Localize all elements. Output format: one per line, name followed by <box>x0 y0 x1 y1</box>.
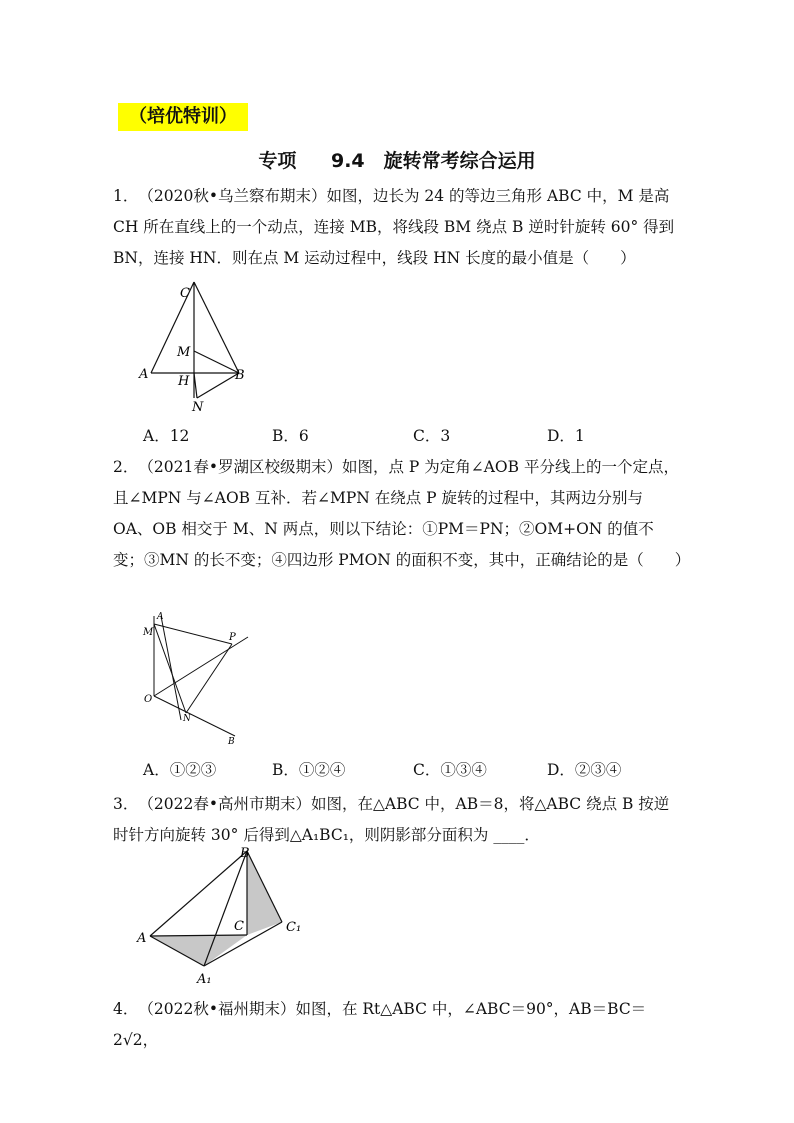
label-B: B <box>235 368 245 383</box>
question-text: （2021春•罗湖区校级期末）如图，点 P 为定角∠AOB 平分线上的一个定点，且∠MPN 与∠AOB 互补．若∠MPN 在绕点 P 旋转的过程中，其两边分别与 OA、OB 相交于 M、N 两点，则以下结论：①PM＝PN；②OM+ON 的值不变；③MN 的长不变；④四边形 PMON 的面积不变，其中，正确结论的是（ ） <box>113 458 691 569</box>
label-B: B <box>228 737 235 747</box>
page-title: 专项 9.4 旋转常考综合运用 <box>258 150 536 172</box>
option-c[interactable]: C．3 <box>413 427 451 445</box>
option-c[interactable]: C．①③④ <box>413 761 487 779</box>
label-C: C <box>234 919 244 934</box>
label-A: A <box>137 931 147 946</box>
question-number: 1． <box>113 187 139 205</box>
question-1 <box>113 181 683 274</box>
label-N: N <box>183 714 191 724</box>
shaded-region-right <box>247 851 282 935</box>
label-H: H <box>178 374 190 389</box>
section-tag: （培优特训） <box>118 103 248 131</box>
question-number: 3． <box>113 795 139 813</box>
figure-1 <box>135 280 265 415</box>
question-text: （2020秋•乌兰察布期末）如图，边长为 24 的等边三角形 ABC 中，M 是高 CH 所在直线上的一个动点，连接 MB，将线段 BM 绕点 B 逆时针旋转 60° 得到 BN，连接 HN．则在点 M 运动过程中，线段 HN 长度的最小值是（ ） <box>113 187 675 267</box>
option-d[interactable]: D．②③④ <box>547 761 622 779</box>
label-M: M <box>177 345 191 360</box>
figure-3 <box>135 843 310 991</box>
label-C1: C₁ <box>286 920 302 935</box>
question-text: （2022秋•福州期末）如图，在 Rt△ABC 中，∠ABC＝90°，AB＝BC＝2√2， <box>113 1000 647 1049</box>
question-number: 4． <box>113 1000 139 1018</box>
options-1 <box>143 424 683 448</box>
figure-2 <box>135 608 255 748</box>
label-A: A <box>139 367 149 382</box>
question-2 <box>113 452 691 576</box>
label-O: O <box>144 694 153 705</box>
option-b[interactable]: B．6 <box>272 427 309 445</box>
option-a[interactable]: A．①②③ <box>143 761 217 779</box>
question-text: （2022春•高州市期末）如图，在△ABC 中，AB＝8，将△ABC 绕点 B 按逆时针方向旋转 30° 后得到△A₁BC₁，则阴影部分面积为 ____． <box>113 795 670 844</box>
label-A1: A₁ <box>197 972 212 987</box>
question-number: 2． <box>113 458 139 476</box>
option-b[interactable]: B．①②④ <box>272 761 346 779</box>
question-3 <box>113 789 683 851</box>
label-M: M <box>143 627 154 638</box>
option-d[interactable]: D．1 <box>547 427 585 445</box>
label-P: P <box>229 632 236 643</box>
label-C: C <box>180 286 190 301</box>
label-A: A <box>157 612 164 622</box>
label-B: B <box>240 846 250 861</box>
question-4 <box>113 994 683 1056</box>
label-N: N <box>192 400 204 415</box>
options-2 <box>143 758 683 782</box>
option-a[interactable]: A．12 <box>143 427 190 445</box>
